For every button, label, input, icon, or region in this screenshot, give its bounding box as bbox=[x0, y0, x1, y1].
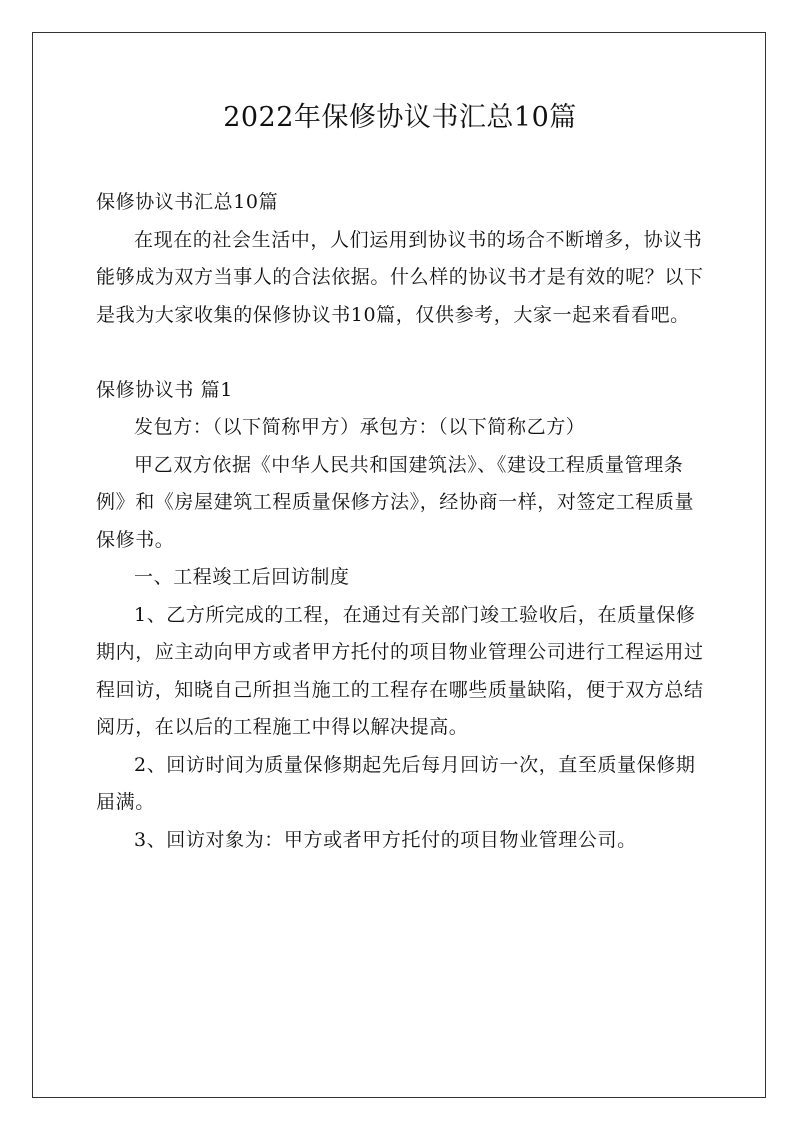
clause-heading: 一、工程竣工后回访制度 bbox=[134, 566, 350, 588]
clause-item-1: 1、乙方所完成的工程，在通过有关部门竣工验收后，在质量保修期内，应主动向甲方或者甲方托付的项目物业管理公司进行工程运用过程回访，知晓自己所担当施工的工程存在哪些质量缺陷，便于双方总结阅历，在以后的工程施工中得以解决提高。 bbox=[96, 603, 704, 738]
clause-item-2: 2、回访时间为质量保修期起先后每月回访一次，直至质量保修期届满。 bbox=[96, 753, 696, 813]
intro-paragraph: 在现在的社会生活中，人们运用到协议书的场合不断增多，协议书能够成为双方当事人的合法依据。什么样的协议书才是有效的呢？以下是我为大家收集的保修协议书10篇，仅供参考，大家一起来看看吧。 bbox=[96, 228, 704, 326]
document-body bbox=[96, 184, 708, 859]
document-subtitle: 保修协议书汇总10篇 bbox=[96, 191, 279, 213]
clause-item-3: 3、回访对象为：甲方或者甲方托付的项目物业管理公司。 bbox=[134, 828, 637, 851]
parties-paragraph: 发包方：（以下简称甲方）承包方：（以下简称乙方） bbox=[134, 416, 586, 438]
section-heading: 保修协议书 篇1 bbox=[96, 378, 233, 401]
document-title: 2022年保修协议书汇总10篇 bbox=[223, 102, 577, 133]
basis-paragraph: 甲乙双方依据《中华人民共和国建筑法》、《建设工程质量管理条例》和《房屋建筑工程质量保修方法》，经协商一样，对签定工程质量保修书。 bbox=[96, 453, 695, 551]
